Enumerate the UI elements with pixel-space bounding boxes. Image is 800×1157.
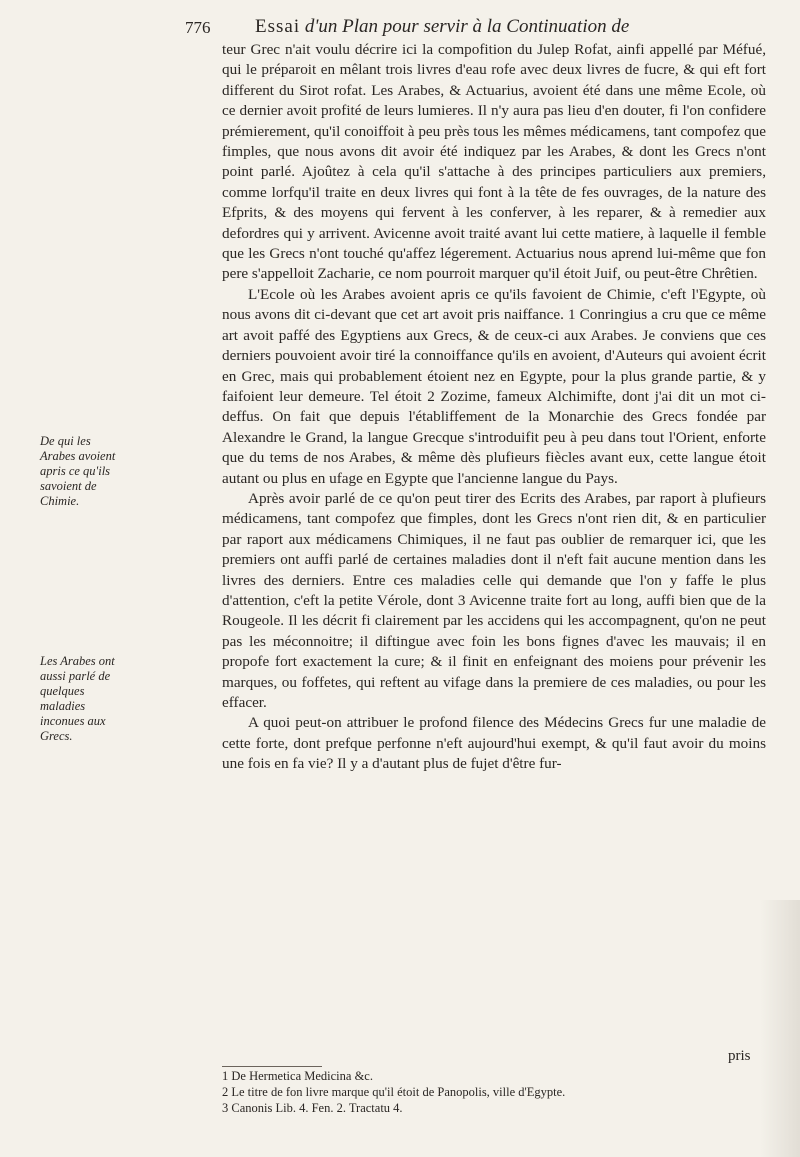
paragraph-2: L'Ecole où les Arabes avoient apris ce qu'ils favoient de Chimie, c'eft l'Egypte, où nous avons dit ci-devant que cet art avoit pris naiffance. 1 Conringius a cru que ce même art avoit paffé des Egyptiens aux Grecs, & de ceux-ci aux Arabes. Je conviens que ces derniers pouvoient avoir tiré la connoiffance qu'ils en avoient, d'Auteurs qui avoient écrit en Grec, mais qui probablement étoient nez en Egypte, pour la plus grande partie, & y faifoient leur demeure. Tel étoit 2 Zozime, fameux Alchimifte, dont j'ai dit un mot ci-deffus. On fait que depuis l'établiffement de la Monarchie des Grecs fondée par Alexandre le Grand, la langue Grecque s'introduifit peu à peu dans tout l'Orient, enforte que du tems de nos Arabes, & même dès plufieurs fiècles avant eux, cette langue étoit autant ou plus en ufage en Egypte que l'ancienne langue du Pays. (222, 285, 766, 487)
catchword: pris (728, 1048, 751, 1064)
margin-note-diseases: Les Arabes ont aussi parlé de quelques maladies inconues aux Grecs. (40, 654, 115, 743)
main-text (222, 40, 766, 775)
page-header (185, 16, 745, 42)
footnote-rule (222, 1066, 322, 1067)
page-number: 776 (185, 18, 211, 37)
page-shadow (760, 900, 800, 1157)
footnotes (222, 1068, 766, 1116)
footnote-1: 1 De Hermetica Medicina &c. (222, 1069, 373, 1083)
paragraph-1: teur Grec n'ait voulu décrire ici la compofition du Julep Rofat, ainfi appellé par Méfué, qui le préparoit en mêlant trois livres d'eau rofe avec deux livres de fucre, & qui eft fort different du Sirot rofat. Les Arabes, & Actuarius, avoient été dans une même Ecole, où ce dernier avoit profité de leurs lumieres. Il n'y aura pas lieu d'en douter, fi l'on confidere prémierement, qu'il conoiffoit à peu près tous les mêmes médicamens, tant compofez que fimples, que nous avons dit avoir été indiquez par les Arabes, & dont les Grecs n'ont point parlé. Ajoûtez à cela qu'il s'attache à des principes particuliers aux premiers, comme lorfqu'il traite en deux livres qui font à la tête de fes ouvrages, de la nature des Efprits, & des moyens qui fervent à les conferver, à les reparer, & à remedier aux defordres qui y arrivent. Avicenne avoit traité avant lui cette matiere, à laquelle il femble que les Grecs n'ont touché qu'affez légerement. Actuarius nous aprend lui-même que fon pere s'appelloit Zacharie, ce nom pourroit marquer qu'il étoit Juif, ou peut-être Chrêtien. (222, 41, 766, 283)
running-head-title: Essai (255, 16, 301, 37)
paragraph-3: Après avoir parlé de ce qu'on peut tirer des Ecrits des Arabes, par raport à plufieurs médicamens, tant compofez que fimples, dont les Grecs n'ont rien dit, & en particulier par raport aux médicamens Chimiques, il ne faut pas oublier de remarquer ici, que les premiers ont auffi parlé de certaines maladies dont il n'eft fait aucune mention dans les livres des derniers. Entre ces maladies celle qui demande que l'on y faffe le plus d'attention, c'eft la petite Vérole, dont 3 Avicenne traite fort au long, auffi bien que de la Rougeole. Il les décrit fi clairement par les accidens qui les accompagnent, qu'on ne peut pas les méconnoitre; il diftingue avec foin les bons fignes d'avec les mauvais; il en propofe fort exactement la cure; & il finit en enfeignant des moiens pour prévenir les marques, ou foffetes, qui reftent au vifage dans la premiere de ces maladies, ou pour les effacer. (222, 489, 766, 711)
footnote-3: 3 Canonis Lib. 4. Fen. 2. Tractatu 4. (222, 1101, 403, 1115)
running-head (255, 16, 629, 38)
paragraph-4: A quoi peut-on attribuer le profond filence des Médecins Grecs fur une maladie de cette forte, dont prefque perfonne n'eft aujourd'hui exempt, & qu'il faut avoir du moins une fois en fa vie? Il y a d'autant plus de fujet d'être fur- (222, 714, 766, 773)
margin-note-chemistry: De qui les Arabes avoient apris ce qu'ils savoient de Chimie. (40, 434, 116, 508)
running-head-subtitle: d'un Plan pour servir à la Continuation de (304, 16, 630, 37)
footnote-2: 2 Le titre de fon livre marque qu'il étoit de Panopolis, ville d'Egypte. (222, 1085, 566, 1099)
